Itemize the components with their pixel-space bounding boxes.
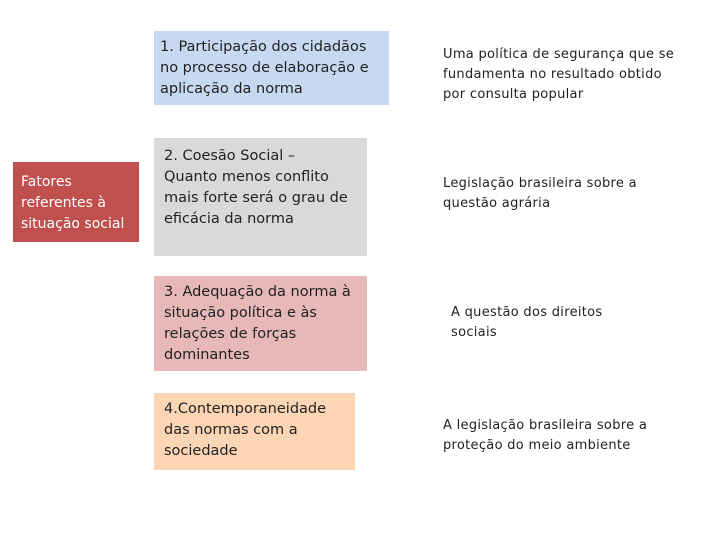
example-environmental-legislation: A legislação brasileira sobre a proteção do meio ambiente [443, 418, 648, 453]
example-security-policy: Uma política de segurança que se fundamenta no resultado obtido por consulta popular [443, 47, 675, 102]
factor-box-political-adequacy: 3. Adequação da norma à situação política e às relações de forças dominantes [154, 276, 367, 371]
social-factors-label-box: Fatores referentes à situação social [13, 162, 139, 242]
factor-box-social-cohesion: 2. Coesão Social – Quanto menos conflito mais forte será o grau de eficácia da norma [154, 138, 367, 256]
factor-box-contemporaneity: 4.Contemporaneidade das normas com a sociedade [154, 393, 355, 470]
example-social-rights: A questão dos direitos sociais [451, 305, 603, 340]
example-agrarian-legislation: Legislação brasileira sobre a questão agrária [443, 176, 637, 211]
factor-box-participation: 1. Participação dos cidadãos no processo de elaboração e aplicação da norma [154, 31, 389, 105]
